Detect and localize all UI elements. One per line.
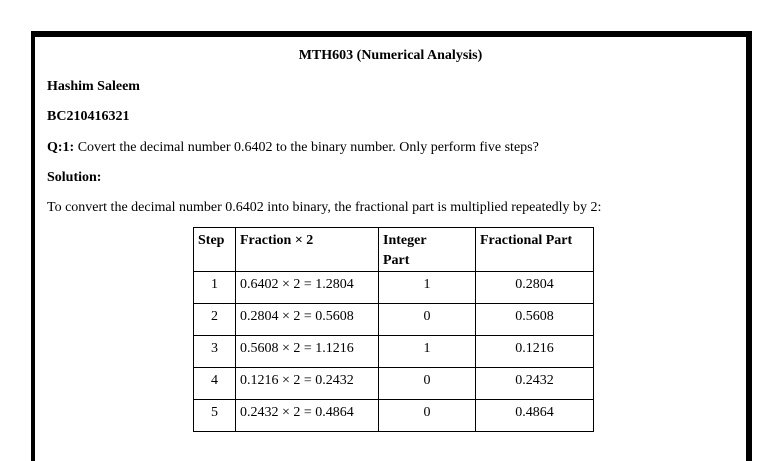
header-fractional-part: Fractional Part [476, 228, 594, 272]
header-fraction: Fraction × 2 [236, 228, 379, 272]
cell-fraction: 0.2432 × 2 = 0.4864 [236, 400, 379, 432]
cell-step: 4 [194, 368, 236, 400]
header-step: Step [194, 228, 236, 272]
cell-integer: 0 [379, 304, 476, 336]
header-integer-line2: Part [383, 253, 410, 268]
table-row [194, 272, 594, 304]
cell-integer: 1 [379, 272, 476, 304]
student-name: Hashim Saleem [47, 79, 140, 94]
cell-fractional: 0.1216 [476, 336, 594, 368]
table-row [194, 400, 594, 432]
student-id: BC210416321 [47, 109, 130, 124]
cell-fraction: 0.1216 × 2 = 0.2432 [236, 368, 379, 400]
cell-integer: 1 [379, 336, 476, 368]
conversion-table [193, 227, 594, 432]
header-integer-line1: Integer [383, 233, 427, 248]
cell-fractional: 0.4864 [476, 400, 594, 432]
table-row [194, 368, 594, 400]
cell-fraction: 0.5608 × 2 = 1.1216 [236, 336, 379, 368]
question-label: Q:1: [47, 140, 75, 155]
question-line [47, 140, 539, 156]
cell-step: 1 [194, 272, 236, 304]
question-text: Covert the decimal number 0.6402 to the binary number. Only perform five steps? [74, 140, 539, 155]
cell-fractional: 0.2432 [476, 368, 594, 400]
cell-integer: 0 [379, 368, 476, 400]
solution-intro: To convert the decimal number 0.6402 into binary, the fractional part is multiplied repeatedly by 2: [47, 200, 602, 215]
document-title: MTH603 (Numerical Analysis) [298, 48, 483, 63]
cell-fraction: 0.2804 × 2 = 0.5608 [236, 304, 379, 336]
cell-step: 2 [194, 304, 236, 336]
table-header-row [194, 228, 594, 272]
table-row [194, 304, 594, 336]
cell-fractional: 0.5608 [476, 304, 594, 336]
cell-step: 3 [194, 336, 236, 368]
header-integer-part [379, 228, 476, 272]
cell-integer: 0 [379, 400, 476, 432]
cell-step: 5 [194, 400, 236, 432]
cell-fraction: 0.6402 × 2 = 1.2804 [236, 272, 379, 304]
document-page [31, 31, 752, 461]
table-row [194, 336, 594, 368]
solution-label: Solution: [47, 170, 102, 185]
cell-fractional: 0.2804 [476, 272, 594, 304]
